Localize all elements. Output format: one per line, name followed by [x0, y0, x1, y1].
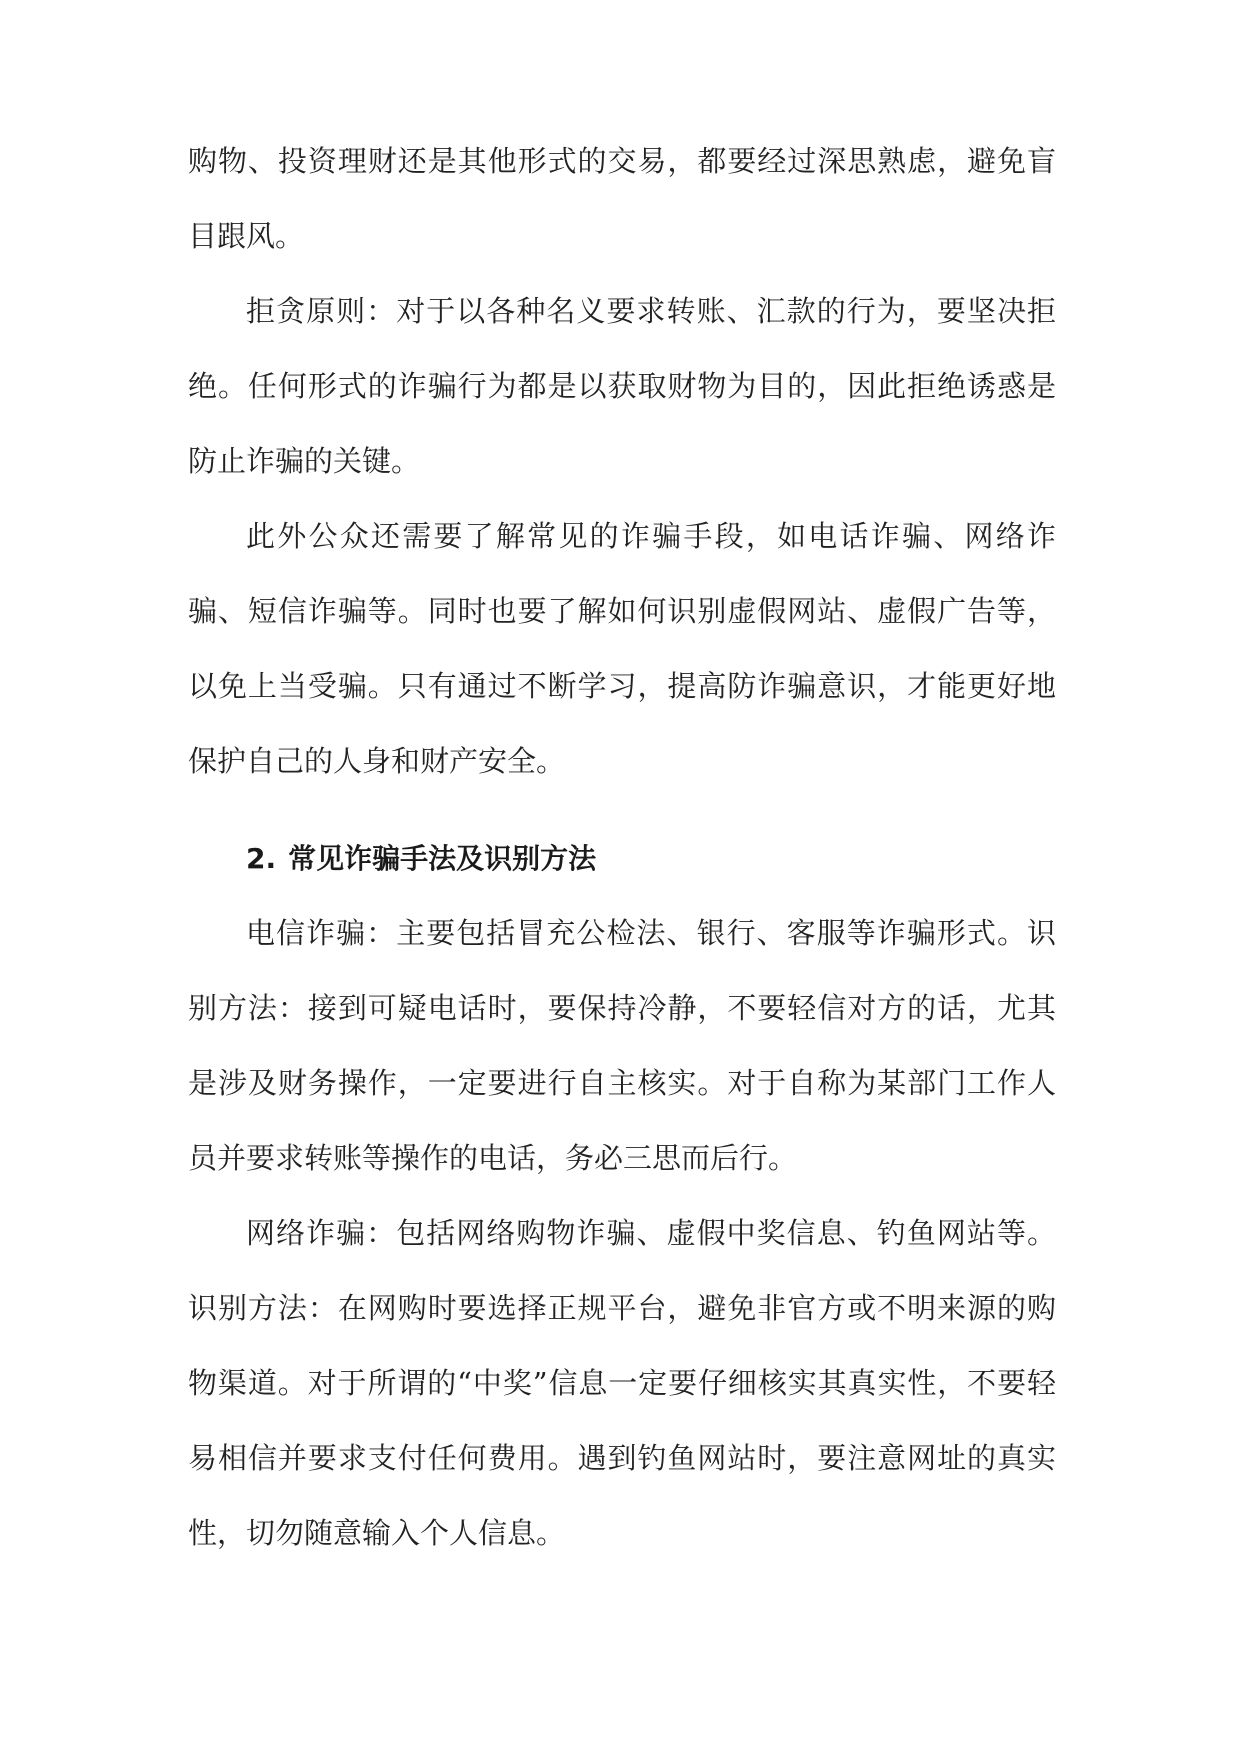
section-heading — [188, 821, 1056, 896]
document-page — [188, 124, 1056, 1571]
paragraph-telecom-fraud: 电信诈骗：主要包括冒充公检法、银行、客服等诈骗形式。识别方法：接到可疑电话时，要保持冷静，不要轻信对方的话，尤其是涉及财务操作，一定要进行自主核实。对于自称为某部门工作人员并要求转账等操作的电话，务必三思而后行。 — [188, 916, 1056, 1175]
paragraph-continuation: 购物、投资理财还是其他形式的交易，都要经过深思熟虑，避免盲目跟风。 — [188, 144, 1056, 253]
paragraph-anti-greed: 拒贪原则：对于以各种名义要求转账、汇款的行为，要坚决拒绝。任何形式的诈骗行为都是以获取财物为目的，因此拒绝诱惑是防止诈骗的关键。 — [188, 294, 1056, 478]
section-title: 常见诈骗手法及识别方法 — [288, 842, 597, 875]
paragraph-internet-fraud: 网络诈骗：包括网络购物诈骗、虚假中奖信息、钓鱼网站等。识别方法：在网购时要选择正规平台，避免非官方或不明来源的购物渠道。对于所谓的“中奖”信息一定要仔细核实其真实性，不要轻易相信并要求支付任何费用。遇到钓鱼网站时，要注意网址的真实性，切勿随意输入个人信息。 — [188, 1216, 1056, 1550]
paragraph-awareness: 此外公众还需要了解常见的诈骗手段，如电话诈骗、网络诈骗、短信诈骗等。同时也要了解如何识别虚假网站、虚假广告等，以免上当受骗。只有通过不断学习，提高防诈骗意识，才能更好地保护自己的人身和财产安全。 — [188, 519, 1056, 778]
section-number: 2. — [246, 842, 277, 875]
